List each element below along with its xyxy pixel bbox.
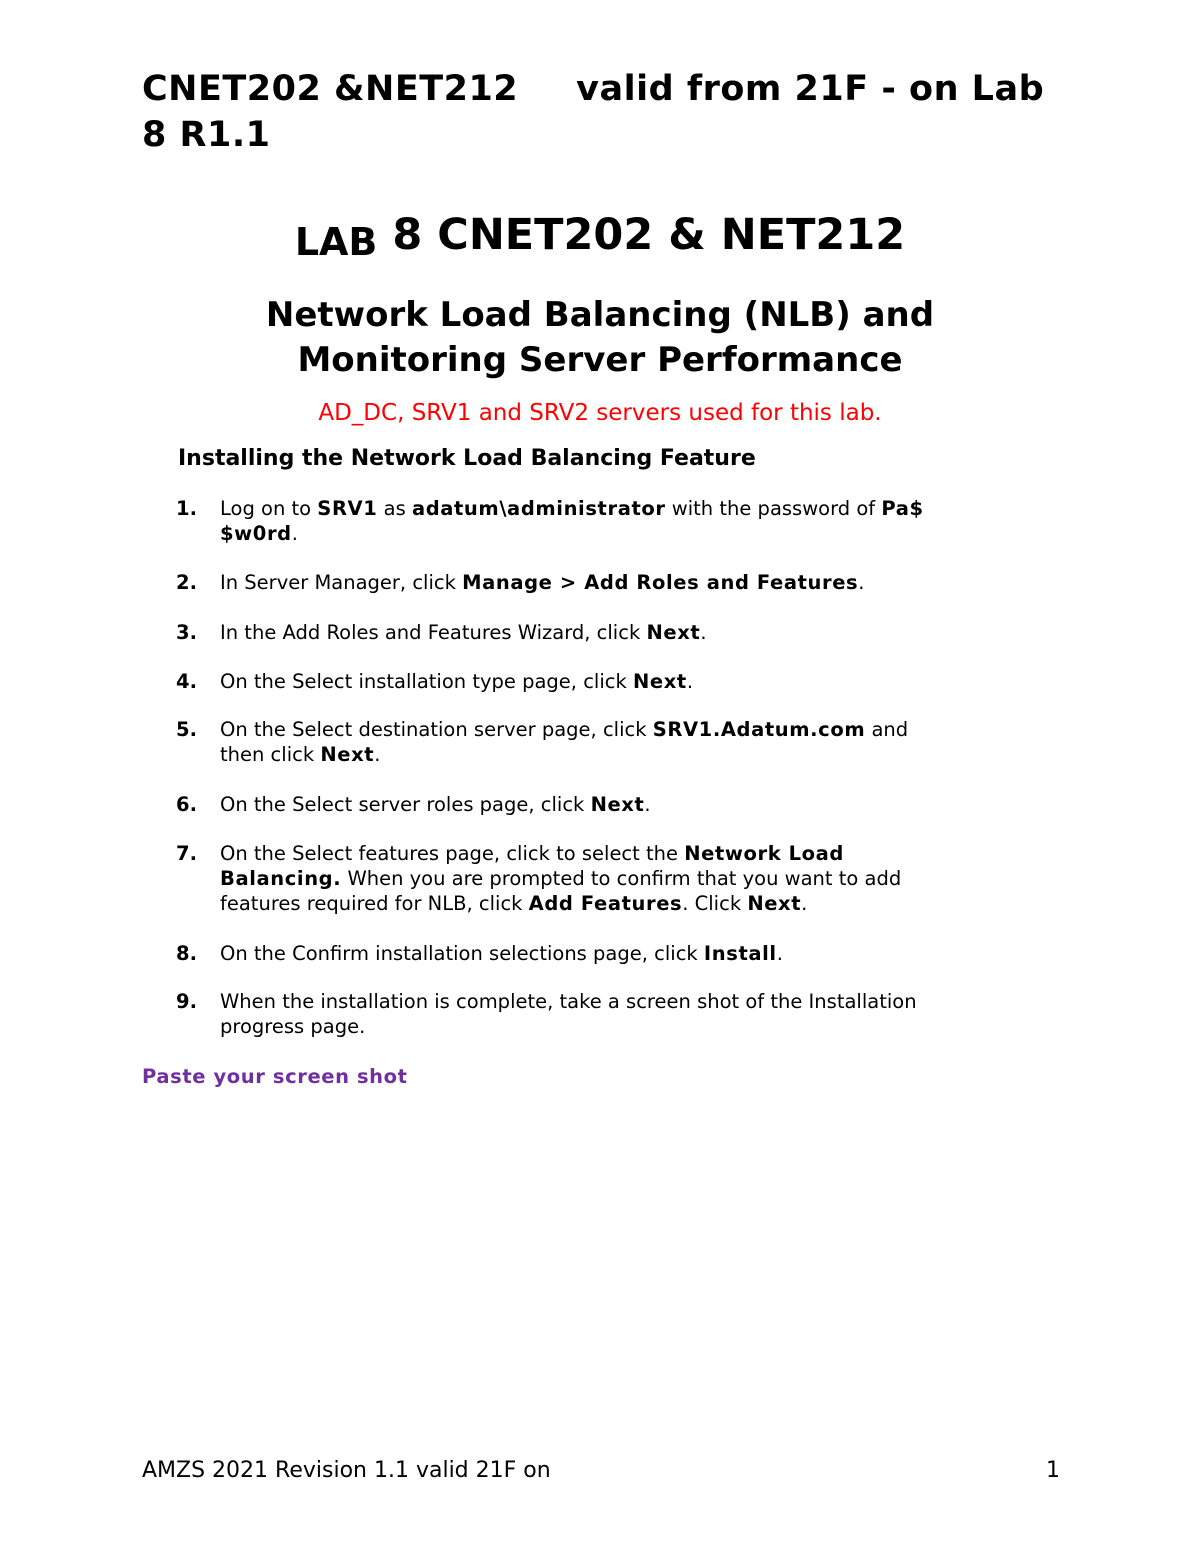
step-emphasis: Add Features (528, 892, 683, 915)
step-emphasis: Network Load (684, 842, 844, 865)
step-text (220, 620, 1010, 645)
step-text (220, 989, 1010, 1039)
step-number: 6. (176, 793, 197, 816)
step-emphasis: Install (703, 942, 777, 965)
step-text (220, 841, 1010, 916)
step-text (220, 941, 1010, 966)
subtitle-line-1: Network Load Balancing (NLB) and (265, 295, 935, 335)
header-validity: valid from 21F - on Lab (576, 69, 1045, 109)
step-number: 7. (176, 842, 197, 865)
step-text-part: In the Add Roles and Features Wizard, click (220, 621, 647, 644)
step-text-part: . (374, 743, 381, 766)
step-text-part: On the Select installation type page, click (220, 670, 633, 693)
step-text-part: On the Confirm installation selections page, click (220, 942, 704, 965)
step-emphasis: Next (747, 892, 802, 915)
step-emphasis: SRV1 (317, 497, 378, 520)
step-text-part: then click (220, 743, 321, 766)
step-text-part: . (644, 793, 651, 816)
step-text-part: On the Select features page, click to select the (220, 842, 685, 865)
step-text (220, 570, 1010, 595)
step-text-part: as (377, 497, 412, 520)
step-text-part: features required for NLB, click (220, 892, 529, 915)
lab-title (0, 205, 1200, 274)
header-line-2: 8 R1.1 (142, 115, 271, 155)
footer-page-number: 1 (1046, 1458, 1060, 1483)
step-emphasis: adatum\administrator (411, 497, 666, 520)
step-number: 8. (176, 942, 197, 965)
footer-revision: AMZS 2021 Revision 1.1 valid 21F on (142, 1458, 551, 1483)
header-course-codes: CNET202 &NET212 (142, 69, 519, 109)
section-heading: Installing the Network Load Balancing Feature (178, 446, 756, 471)
step-number: 1. (176, 497, 197, 520)
step-emphasis: $w0rd (220, 522, 292, 545)
step-text (220, 792, 1010, 817)
step-text-part: . (700, 621, 707, 644)
step-text-part: with the password of (665, 497, 882, 520)
step-text-part: . (776, 942, 783, 965)
step-emphasis: Next (590, 793, 645, 816)
servers-notice: AD_DC, SRV1 and SRV2 servers used for this lab. (318, 400, 882, 426)
lab-title-rest: 8 CNET202 & NET212 (377, 210, 906, 260)
step-emphasis: SRV1.Adatum.com (652, 718, 866, 741)
step-text-part: . (686, 670, 694, 693)
paste-screenshot-prompt: Paste your screen shot (142, 1065, 408, 1088)
step-number: 5. (176, 718, 197, 741)
step-text-part: . (801, 892, 808, 915)
lab-subtitle (0, 293, 1200, 383)
step-text-part: In Server Manager, click (220, 571, 463, 594)
step-text (220, 717, 1010, 767)
header-line-1 (142, 66, 1062, 112)
step-emphasis: Pa$ (881, 497, 924, 520)
step-emphasis: Manage > Add Roles and Features (462, 571, 859, 594)
step-emphasis: Next (632, 670, 687, 693)
step-text-part: . (291, 522, 298, 545)
step-text (220, 496, 1010, 546)
step-text-part: progress page. (220, 1015, 366, 1038)
step-text-part: On the Select server roles page, click (220, 793, 591, 816)
step-number: 3. (176, 621, 197, 644)
step-text (220, 669, 1010, 694)
document-header (142, 66, 1062, 158)
step-number: 9. (176, 990, 197, 1013)
step-text-part: . Click (682, 892, 748, 915)
step-number: 4. (176, 670, 197, 693)
step-emphasis: Balancing. (220, 867, 342, 890)
step-text-part: Log on to (220, 497, 318, 520)
step-number: 2. (176, 571, 197, 594)
step-emphasis: Next (646, 621, 701, 644)
step-text-part: On the Select destination server page, click (220, 718, 653, 741)
step-text-part: When the installation is complete, take a screen shot of the Installation (220, 990, 917, 1013)
step-text-part: When you are prompted to confirm that you want to add (341, 867, 902, 890)
step-text-part: and (865, 718, 909, 741)
step-text-part: . (858, 571, 865, 594)
step-emphasis: Next (320, 743, 375, 766)
subtitle-line-2: Monitoring Server Performance (297, 340, 903, 380)
lab-title-word: LAB (294, 220, 378, 264)
